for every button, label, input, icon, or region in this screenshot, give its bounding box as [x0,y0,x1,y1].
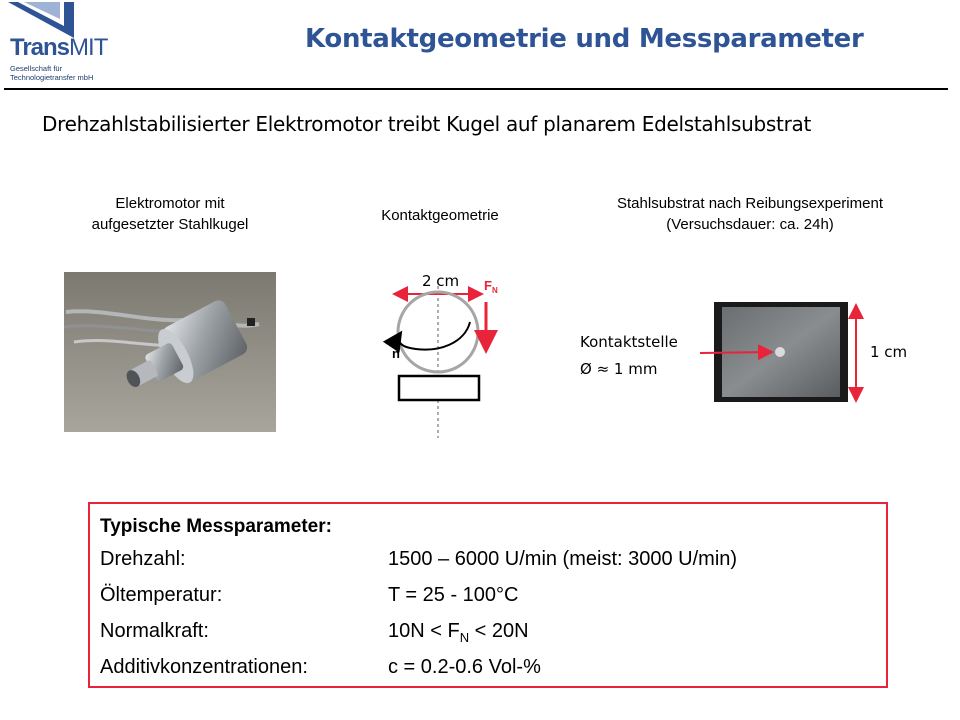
param-value: T = 25 - 100°C [388,584,519,606]
logo-brand-mit: MIT [69,34,108,61]
rotation-arrow [398,322,470,350]
param-value: $10N < F_N < 20N$ [388,620,529,645]
caption-geometry: Kontaktgeometrie [381,207,499,224]
page-title: Kontaktgeometrie und Messparameter [305,24,864,54]
logo-subline-1: Gesellschaft für [10,64,63,73]
caption-steel [570,193,930,235]
caption-steel-line2: (Versuchsdauer: ca. 24h) [666,216,834,233]
logo-brand-trans: Trans [10,34,70,61]
title-divider [4,88,948,90]
caption-motor-line2: aufgesetzter Stahlkugel [91,216,249,233]
steel-substrate-figure [570,295,930,410]
param-label: Öltemperatur: [100,584,223,606]
contact-label-2: Ø ≈ 1 mm [580,360,658,378]
transmit-logo [4,2,116,88]
params-heading: Typische Messparameter: [100,516,332,537]
param-value: c = 0.2-0.6 Vol-% [388,656,541,678]
param-row-oeltemperatur [100,584,519,607]
param-value: 1500 – 6000 U/min (meist: 3000 U/min) [388,548,738,570]
contact-arrow [700,352,770,353]
caption-motor-line1: Elektromotor mit [115,195,225,212]
substrate-block [399,376,479,400]
diagram-force-label: $F_N$ [484,278,498,295]
param-label: Additivkonzentrationen: [100,656,308,678]
param-label: Normalkraft: [100,620,209,642]
param-label: Drehzahl: [100,548,186,570]
diagram-rotation-label: n [392,346,400,361]
caption-motor [60,193,280,235]
page-subtitle: Drehzahlstabilisierter Elektromotor treibt Kugel auf planarem Edelstahlsubstrat [42,112,811,136]
caption-steel-line1: Stahlsubstrat nach Reibungsexperiment [617,195,883,212]
logo-subline-2: Technologietransfer mbH [10,73,94,82]
contact-geometry-diagram [370,262,520,442]
param-row-additivkonzentrationen [100,656,541,679]
diagram-width-label: 2 cm [422,272,460,290]
param-row-normalkraft [100,620,529,645]
measurement-parameters-box [88,502,888,688]
param-row-drehzahl [100,548,738,571]
contact-spot [775,347,785,357]
motor-photo [64,272,276,432]
contact-label-1: Kontaktstelle [580,333,678,351]
scale-label: 1 cm [870,343,908,361]
